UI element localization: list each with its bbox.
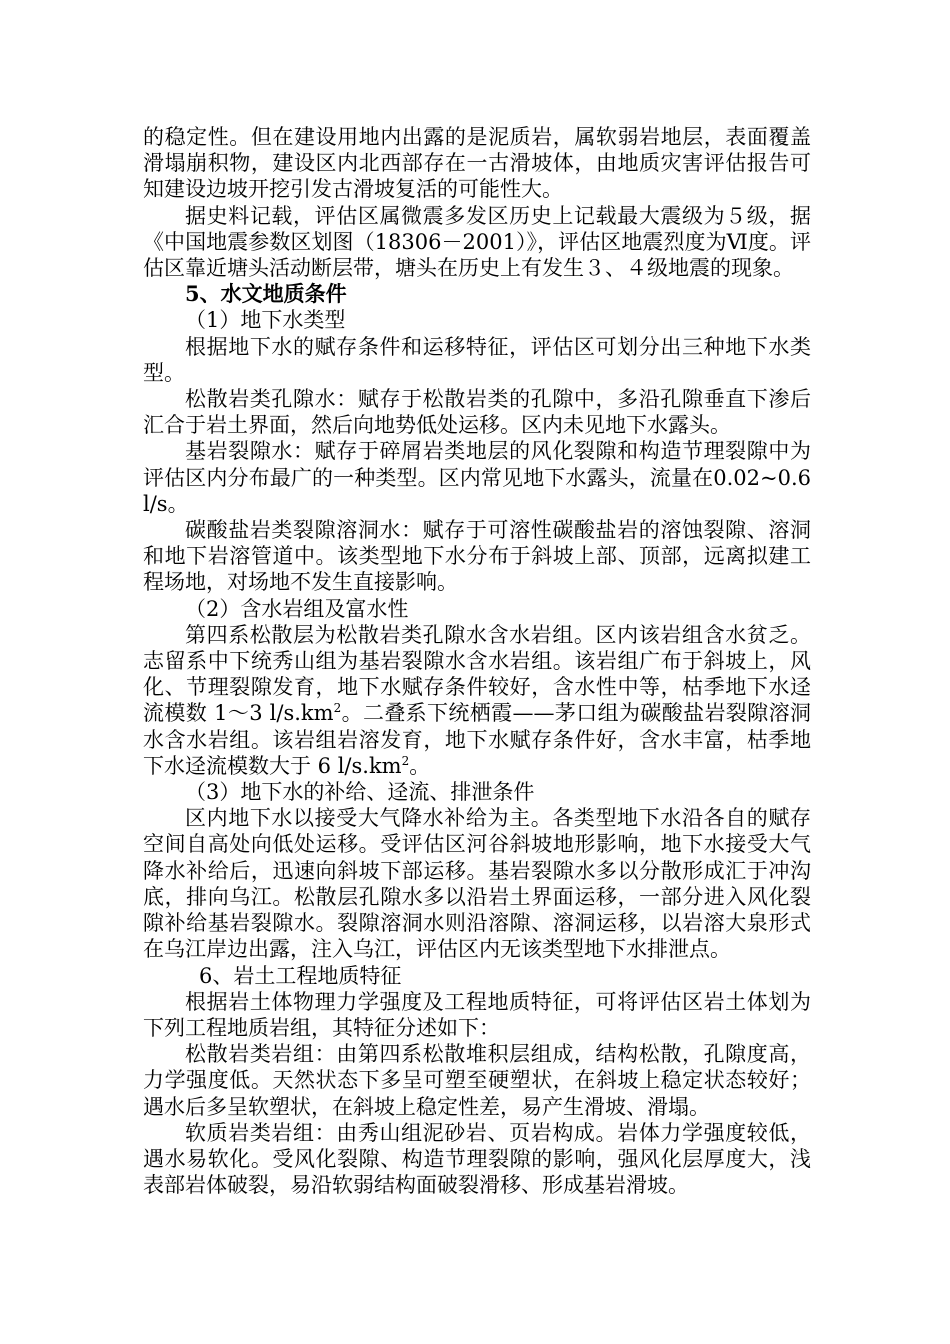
aquifer-text-part-3: 。 [409,753,431,778]
paragraph-soft-rock-group: 软质岩类岩组：由秀山组泥砂岩、页岩构成。岩体力学强度较低，遇水易软化。受风化裂隙、构造节理裂隙的影响，强风化层厚度大，浅表部岩体破裂，易沿软弱结构面破裂滑移、形成基岩滑坡。 [143,1120,811,1198]
paragraph-fissure-water: 基岩裂隙水：赋存于碎屑岩类地层的风化裂隙和构造节理裂隙中为评估区内分布最广的一种类型。区内常见地下水露头，流量在0.02~0.6 l/s。 [143,439,811,516]
paragraph-groundwater-intro: 根据地下水的赋存条件和运移特征，评估区可划分出三种地下水类型。 [143,334,811,385]
paragraph-pore-water: 松散岩类孔隙水：赋存于松散岩类的孔隙中，多沿孔隙垂直下渗后汇合于岩土界面，然后向地势低处运移。区内未见地下水露头。 [143,387,811,438]
aquifer-text-part-2: 。二叠系下统栖霞——茅口组为碳酸盐岩裂隙溶洞水含水岩组。该岩组岩溶发育，地下水赋存条件好，含水丰富，枯季地下水迳流模数大于 6 l/s.km [143,701,811,778]
superscript-2: 2 [401,753,410,768]
section-heading-geotechnical: 6、岩土工程地质特征 [199,963,402,988]
paragraph-recharge: 区内地下水以接受大气降水补给为主。各类型地下水沿各自的赋存空间自高处向低处运移。受评估区河谷斜坡地形影响，地下水接受大气降水补给后，迅速向斜坡下部运移。基岩裂隙水多以分散形成汇于冲沟底，排向乌江。松散层孔隙水多以沿岩土界面运移，一部分进入风化裂隙补给基岩裂隙水。裂隙溶洞水则沿溶隙、溶洞运移，以岩溶大泉形式在乌江岸边出露，注入乌江，评估区内无该类型地下水排泄点。 [143,806,811,962]
paragraph-continuation: 的稳定性。但在建设用地内出露的是泥质岩，属软弱岩地层，表面覆盖滑塌崩积物，建设区内北西部存在一古滑坡体，由地质灾害评估报告可知建设边坡开挖引发古滑坡复活的可能性大。 [143,125,811,202]
superscript-2: 2 [333,701,342,716]
paragraph-aquifer-groups [143,622,811,779]
subheading-recharge-runoff-discharge: （3）地下水的补给、迳流、排泄条件 [185,780,535,805]
paragraph-seismic-history: 据史料记载，评估区属微震多发区历史上记载最大震级为５级，据《中国地震参数区划图（18306－2001）》，评估区地震烈度为Ⅵ度。评估区靠近塘头活动断层带，塘头在历史上有发生３、４级地震的现象。 [143,203,811,281]
paragraph-geotechnical-intro: 根据岩土体物理力学强度及工程地质特征，可将评估区岩土体划为下列工程地质岩组，其特征分述如下： [143,989,811,1040]
paragraph-karst-water: 碳酸盐岩类裂隙溶洞水：赋存于可溶性碳酸盐岩的溶蚀裂隙、溶洞和地下岩溶管道中。该类型地下水分布于斜坡上部、顶部，远离拟建工程场地，对场地不发生直接影响。 [143,518,811,595]
aquifer-text-part-1: 第四系松散层为松散岩类孔隙水含水岩组。区内该岩组含水贫乏。志留系中下统秀山组为基岩裂隙水含水岩组。该岩组广布于斜坡上，风化、节理裂隙发育，地下水赋存条件较好，含水性中等，枯季地下水迳流模数 1～3 l/s.km [143,622,811,726]
document-body [143,124,811,1198]
subheading-groundwater-types: （1）地下水类型 [185,308,346,333]
paragraph-loose-rock-group: 松散岩类岩组：由第四系松散堆积层组成，结构松散，孔隙度高，力学强度低。天然状态下多呈可塑至硬塑状，在斜坡上稳定状态较好；遇水后多呈软塑状，在斜坡上稳定性差，易产生滑坡、滑塌。 [143,1042,811,1119]
section-heading-hydrogeology: 5、水文地质条件 [185,281,347,307]
subheading-aquifer-groups: （2）含水岩组及富水性 [185,596,409,621]
